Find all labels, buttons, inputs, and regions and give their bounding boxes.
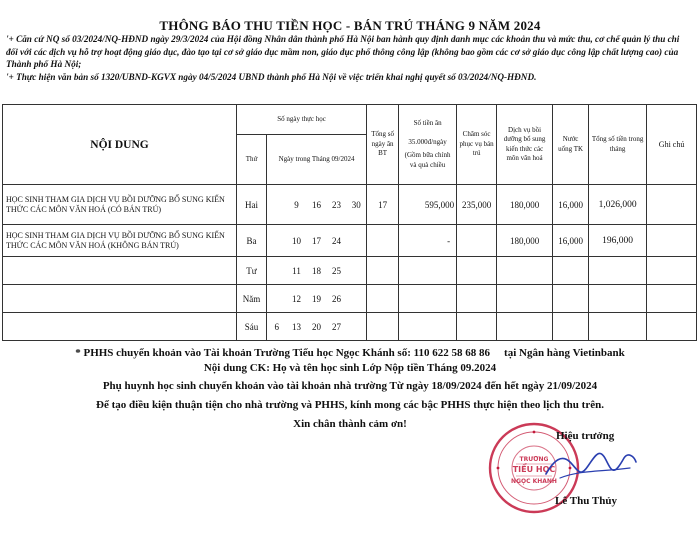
empty-cell — [647, 257, 697, 285]
empty-cell — [553, 313, 589, 341]
transfer-content: Nội dung CK: Họ và tên học sinh Lớp Nộp tiền Tháng 09.2024 — [203, 362, 497, 374]
day-cell: 17 — [307, 225, 327, 257]
row-monthly-total: 196,000 — [589, 225, 647, 257]
empty-cell — [457, 313, 497, 341]
thanks-note: Xin chân thành cảm ơn! — [293, 418, 407, 430]
day-cell: 9 — [287, 185, 307, 225]
header-care-service: Chăm sóc phục vụ bán trú — [457, 105, 497, 185]
empty-cell — [399, 257, 457, 285]
bank-info — [0, 347, 700, 359]
empty-cell — [553, 285, 589, 313]
day-cell — [267, 225, 287, 257]
day-cell: 11 — [287, 257, 307, 285]
row-weekday: Năm — [237, 285, 267, 313]
empty-cell — [367, 285, 399, 313]
empty-cell — [497, 257, 553, 285]
day-cell: 23 — [327, 185, 347, 225]
empty-cell — [497, 285, 553, 313]
row-weekday: Sáu — [237, 313, 267, 341]
day-cell: 16 — [307, 185, 327, 225]
document-title: THÔNG BÁO THU TIỀN HỌC - BÁN TRÚ THÁNG 9 NĂM 2024 — [159, 18, 541, 33]
empty-cell — [647, 313, 697, 341]
empty-cell — [589, 257, 647, 285]
svg-text:NGỌC KHÁNH: NGỌC KHÁNH — [511, 478, 557, 485]
empty-cell — [589, 285, 647, 313]
row-weekday: Tư — [237, 257, 267, 285]
empty-cell — [457, 257, 497, 285]
header-note: Ghi chú — [647, 105, 697, 185]
row-weekday: Hai — [237, 185, 267, 225]
header-drinking-water: Nước uống TK — [553, 105, 589, 185]
meal-fee-rate: 35.000đ/ngày — [408, 137, 447, 146]
day-cell: 6 — [267, 313, 287, 341]
transfer-period: Phụ huynh học sinh chuyển khoản vào tài khoản nhà trường Từ ngày 18/09/2024 đến hết ngày 21/09/2024 — [102, 380, 598, 392]
empty-cell — [589, 313, 647, 341]
header-tutoring-service: Dịch vụ bồi dưỡng bổ sung kiến thức các môn văn hoá — [497, 105, 553, 185]
meal-fee-note: (Gồm bữa chính và quà chiều — [404, 151, 451, 169]
day-cell — [347, 257, 367, 285]
row-content: HỌC SINH THAM GIA DỊCH VỤ BỒI DƯỠNG BỔ SUNG KIẾN THỨC CÁC MÔN VĂN HOÁ (CÓ BÁN TRÚ) — [3, 185, 237, 225]
row-drinking-water: 16,000 — [553, 225, 589, 257]
header-meal-fee — [399, 105, 457, 185]
day-cell: 26 — [327, 285, 347, 313]
row-meal-fee: - — [399, 225, 457, 257]
day-cell: 27 — [327, 313, 347, 341]
row-tutoring-service: 180,000 — [497, 185, 553, 225]
bank-info-prefix: * PHHS chuyển khoản vào Tài khoản Trường Tiểu học Ngọc Khánh số: 110 622 58 68 86 — [75, 347, 491, 359]
handwritten-signature — [540, 440, 640, 488]
row-content — [3, 285, 237, 313]
table-row — [3, 185, 697, 225]
row-content: HỌC SINH THAM GIA DỊCH VỤ BỒI DƯỠNG BỔ SUNG KIẾN THỨC CÁC MÔN VĂN HOÁ (KHÔNG BÁN TRÚ) — [3, 225, 237, 257]
day-cell — [267, 185, 287, 225]
fee-table — [2, 104, 697, 341]
row-content — [3, 257, 237, 285]
day-cell: 24 — [327, 225, 347, 257]
table-row — [3, 285, 697, 313]
row-total-boarding-days — [367, 225, 399, 257]
signer-name: Lê Thu Thủy — [555, 495, 617, 507]
header-total-boarding-days: Tổng số ngày ăn BT — [367, 105, 399, 185]
table-row — [3, 313, 697, 341]
day-cell: 20 — [307, 313, 327, 341]
day-cell — [347, 285, 367, 313]
svg-text:TRƯỜNG: TRƯỜNG — [519, 456, 549, 463]
row-care-service — [457, 225, 497, 257]
row-drinking-water: 16,000 — [553, 185, 589, 225]
day-cell: 30 — [347, 185, 367, 225]
day-cell: 13 — [287, 313, 307, 341]
signer-title: Hiệu trưởng — [556, 430, 615, 442]
row-tutoring-service: 180,000 — [497, 225, 553, 257]
request-note: Để tạo điều kiện thuận tiện cho nhà trường và PHHS, kính mong các bậc PHHS thực hiện theo lịch thu trên. — [96, 399, 604, 411]
row-content — [3, 313, 237, 341]
header-school-days: Số ngày thực học — [237, 105, 367, 135]
day-cell — [347, 225, 367, 257]
day-cell — [347, 313, 367, 341]
empty-cell — [497, 313, 553, 341]
empty-cell — [399, 285, 457, 313]
empty-cell — [399, 313, 457, 341]
row-monthly-total: 1,026,000 — [589, 185, 647, 225]
empty-cell — [457, 285, 497, 313]
row-weekday: Ba — [237, 225, 267, 257]
legal-basis-1: '+ Căn cứ NQ số 03/2024/NQ-HĐND ngày 29/3/2024 của Hội đồng Nhân dân thành phố Hà Nội ban hành quy định danh mục các khoản thu và mức thu, cơ chế quản lý thu chi đối với các dịch vụ hỗ trợ hoạt động giáo dục, đào tạo tại cơ sở giáo dục mầm non, giáo dục phổ thông công lập (không bao gồm các cơ sở giáo dục công lập chất lượng cao) của Thành phố Hà Nội; — [6, 34, 680, 69]
day-cell — [267, 285, 287, 313]
table-row — [3, 257, 697, 285]
day-cell: 19 — [307, 285, 327, 313]
table-row — [3, 225, 697, 257]
header-content: NỘI DUNG — [3, 105, 237, 185]
day-cell: 12 — [287, 285, 307, 313]
row-note — [647, 225, 697, 257]
day-cell: 10 — [287, 225, 307, 257]
header-days-in-month: Ngày trong Tháng 09/2024 — [267, 135, 367, 185]
header-weekday: Thứ — [237, 135, 267, 185]
empty-cell — [367, 257, 399, 285]
empty-cell — [367, 313, 399, 341]
day-cell: 18 — [307, 257, 327, 285]
row-care-service: 235,000 — [457, 185, 497, 225]
svg-text:TIỂU HỌC: TIỂU HỌC — [512, 465, 556, 474]
legal-basis-2: '+ Thực hiện văn bản số 1320/UBND-KGVX ngày 04/5/2024 UBND thành phố Hà Nội về việc triển khai nghị quyết số 03/2024/NQ-HĐND. — [6, 72, 537, 82]
meal-fee-title: Số tiền ăn — [413, 119, 442, 127]
row-total-boarding-days: 17 — [367, 185, 399, 225]
bank-info-suffix: tại Ngân hàng Vietinbank — [504, 347, 625, 359]
day-cell — [267, 257, 287, 285]
day-cell: 25 — [327, 257, 347, 285]
empty-cell — [553, 257, 589, 285]
empty-cell — [647, 285, 697, 313]
row-note — [647, 185, 697, 225]
row-meal-fee: 595,000 — [399, 185, 457, 225]
header-monthly-total: Tổng số tiền trong tháng — [589, 105, 647, 185]
